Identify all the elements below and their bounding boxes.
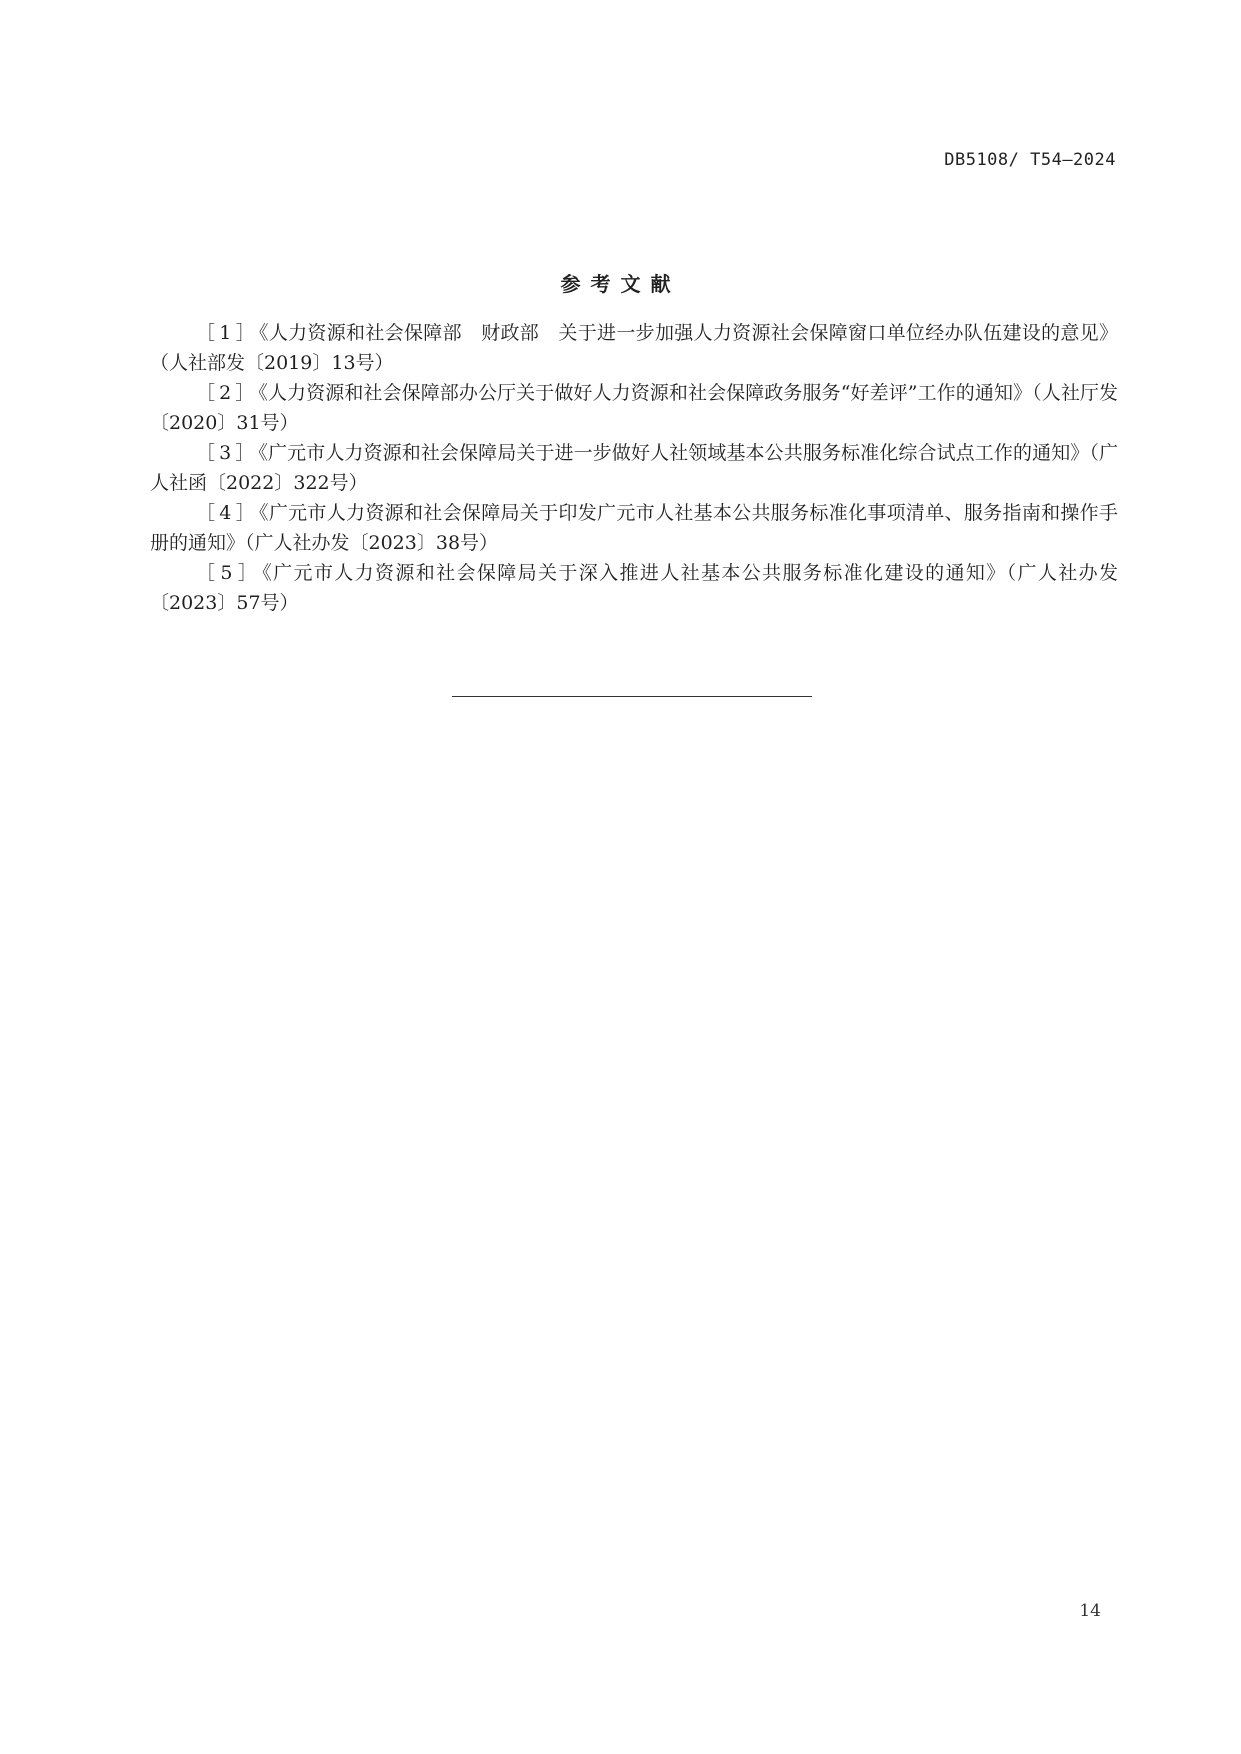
reference-text: 《人力资源和社会保障部 财政部 关于进一步加强人力资源社会保障窗口单位经办队伍建设的意见》（人社部发〔2019〕13号）: [150, 322, 1118, 374]
reference-text: 《广元市人力资源和社会保障局关于印发广元市人社基本公共服务标准化事项清单、服务指南和操作手册的通知》（广人社办发〔2023〕38号）: [150, 502, 1118, 554]
reference-item: [150, 498, 1118, 558]
reference-item: [150, 318, 1118, 378]
reference-item: [150, 378, 1118, 438]
reference-text: 《广元市人力资源和社会保障局关于深入推进人社基本公共服务标准化建设的通知》（广人社办发〔2023〕57号）: [150, 562, 1118, 614]
reference-number: ［2］: [196, 382, 259, 404]
reference-number: ［5］: [196, 562, 263, 584]
end-rule-divider: [452, 696, 812, 697]
reference-text: 《广元市人力资源和社会保障局关于进一步做好人社领域基本公共服务标准化综合试点工作的通知》（广人社函〔2022〕322号）: [150, 442, 1118, 494]
reference-item: [150, 438, 1118, 498]
reference-list: [150, 318, 1118, 618]
reference-text: 《人力资源和社会保障部办公厅关于做好人力资源和社会保障政务服务“好差评”工作的通知》（人社厅发〔2020〕31号）: [150, 382, 1118, 434]
reference-number: ［1］: [196, 322, 260, 344]
section-title: 参考文献: [560, 272, 681, 296]
reference-number: ［4］: [196, 502, 260, 524]
document-code: DB5108/ T54—2024: [944, 150, 1116, 170]
reference-number: ［3］: [196, 442, 259, 464]
page-number: 14: [1079, 1601, 1101, 1621]
reference-item: [150, 558, 1118, 618]
